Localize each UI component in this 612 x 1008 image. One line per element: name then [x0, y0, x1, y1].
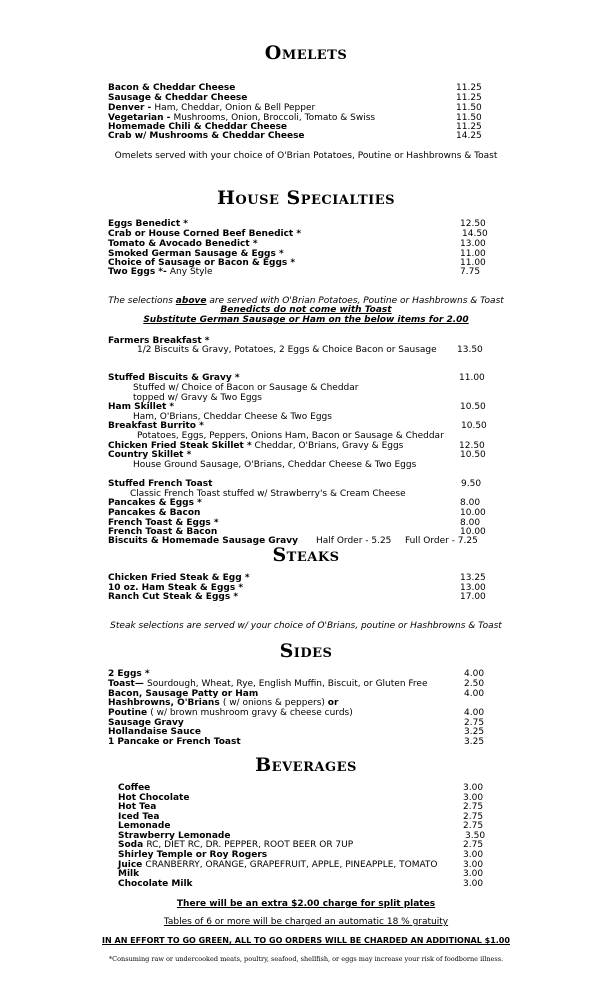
menu-item-price: 3.50 [465, 831, 486, 841]
full-order-price: Full Order - 7.25 [405, 536, 478, 546]
menu-item-price: 7.75 [460, 267, 481, 277]
menu-item-price: 2.75 [463, 802, 484, 812]
menu-item-price: 13.00 [460, 239, 486, 249]
menu-item: Hot Tea 2.75 [118, 802, 484, 812]
menu-item: Tomato & Avocado Benedict * 13.00 [108, 239, 486, 249]
section-title-omelets: Omelets [264, 42, 348, 64]
menu-item: Hollandaise Sauce 3.25 [108, 727, 485, 737]
menu-item: Sausage & Cheddar Cheese 11.25 [108, 93, 482, 103]
menu-item-price: 4.00 [464, 669, 485, 679]
split-plate-notice: There will be an extra $2.00 charge for split plates [176, 899, 436, 909]
menu-item: Poutine ( w/ brown mushroom gravy & cheese curds) 4.00 [108, 708, 485, 718]
menu-item-price: 3.25 [464, 727, 485, 737]
menu-item-description: topped w/ Gravy & Two Eggs [133, 393, 262, 403]
menu-item-price: 13.50 [457, 345, 483, 355]
menu-item: Strawberry Lemonade 3.50 [118, 831, 486, 841]
menu-item-price: 14.50 [462, 229, 488, 239]
menu-item: Bacon & Cheddar Cheese 11.25 [108, 83, 482, 93]
menu-item-description: Potatoes, Eggs, Peppers, Onions Ham, Bacon or Sausage & Cheddar [137, 431, 444, 441]
menu-item-price: 11.25 [456, 83, 482, 93]
menu-item-price: 3.00 [463, 783, 484, 793]
menu-item: Toast— Sourdough, Wheat, Rye, English Muffin, Biscuit, or Gluten Free 2.50 [108, 679, 485, 689]
menu-item-description: House Ground Sausage, O'Brians, Cheddar Cheese & Two Eggs [133, 460, 417, 470]
menu-item: 10 oz. Ham Steak & Eggs * 13.00 [108, 583, 486, 593]
menu-item: Choice of Sausage or Bacon & Eggs * 11.00 [108, 258, 486, 268]
menu-item: Country Skillet * 10.50 [108, 450, 486, 460]
menu-item-price: 12.50 [459, 441, 485, 451]
menu-item-price: 3.00 [463, 793, 484, 803]
menu-item-price: 3.00 [463, 860, 484, 870]
menu-item-price: 11.50 [456, 113, 482, 123]
menu-item-price: 3.00 [463, 850, 484, 860]
menu-item: Shirley Temple or Roy Rogers 3.00 [118, 850, 484, 860]
menu-item: Stuffed Biscuits & Gravy * 11.00 [108, 373, 485, 383]
menu-item-price: 11.50 [456, 103, 482, 113]
menu-item: Hashbrowns, O'Brians ( w/ onions & peppers) or [108, 698, 339, 708]
menu-item-price: 8.00 [460, 498, 481, 508]
menu-item: Two Eggs *- Any Style 7.75 [108, 267, 481, 277]
menu-item: Iced Tea 2.75 [118, 812, 484, 822]
menu-item: Denver - Ham, Cheddar, Onion & Bell Pepper 11.50 [108, 103, 482, 113]
menu-item-price: 2.75 [463, 821, 484, 831]
half-order-price: Half Order - 5.25 [316, 536, 392, 546]
menu-item: Coffee 3.00 [118, 783, 484, 793]
menu-item-price: 13.25 [460, 573, 486, 583]
menu-item-price: 11.00 [459, 373, 485, 383]
menu-item-description: Ham, O'Brians, Cheddar Cheese & Two Eggs [133, 412, 332, 422]
section-title-sides: Sides [279, 640, 333, 662]
menu-item: Farmers Breakfast * [108, 336, 210, 346]
section-title-beverages: Beverages [255, 754, 357, 776]
house-note-substitute: Substitute German Sausage or Ham on the below items for 2.00 [143, 315, 469, 325]
menu-item-price: 3.25 [464, 737, 485, 747]
menu-item: Chicken Fried Steak Skillet * Cheddar, O'Brians, Gravy & Eggs 12.50 [108, 441, 485, 451]
menu-item: Ranch Cut Steak & Eggs * 17.00 [108, 592, 486, 602]
menu-item: French Toast & Bacon 10.00 [108, 527, 486, 537]
gratuity-notice: Tables of 6 or more will be charged an automatic 18 % gratuity [163, 917, 449, 927]
menu-item-price: 13.00 [460, 583, 486, 593]
menu-item-price: 11.25 [456, 122, 482, 132]
house-note-selections: The selections above are served with O'Brian Potatoes, Poutine or Hashbrowns & Toast [108, 296, 504, 306]
menu-item: Soda RC, DIET RC, DR. PEPPER, ROOT BEER OR 7UP 2.75 [118, 840, 484, 850]
menu-item-price: 2.75 [463, 812, 484, 822]
menu-item-price: 4.00 [464, 689, 485, 699]
menu-item-price: 8.00 [460, 518, 481, 528]
menu-item-price: 11.25 [456, 93, 482, 103]
menu-item-price: 10.00 [460, 527, 486, 537]
menu-item-price: 3.00 [463, 869, 484, 879]
menu-item-price: 11.00 [460, 258, 486, 268]
menu-item-price: 10.00 [460, 508, 486, 518]
menu-item: Eggs Benedict * 12.50 [108, 219, 486, 229]
menu-item-price: 14.25 [456, 131, 482, 141]
menu-item: Crab or House Corned Beef Benedict * 14.50 [108, 229, 488, 239]
steaks-note: Steak selections are served w/ your choice of O'Brians, poutine or Hashbrowns & Toast [110, 621, 502, 631]
menu-item-price: 12.50 [460, 219, 486, 229]
menu-item: Ham Skillet * 10.50 [108, 402, 486, 412]
menu-item-price: 17.00 [460, 592, 486, 602]
menu-item: Bacon, Sausage Patty or Ham 4.00 [108, 689, 485, 699]
menu-item: Lemonade 2.75 [118, 821, 484, 831]
menu-item: Milk 3.00 [118, 869, 484, 879]
menu-item: Breakfast Burrito * 10.50 [108, 421, 487, 431]
menu-item-price: 10.50 [461, 421, 487, 431]
menu-item-price: 9.50 [461, 479, 482, 489]
menu-item: Chicken Fried Steak & Egg * 13.25 [108, 573, 486, 583]
menu-item-price: 10.50 [460, 402, 486, 412]
menu-item-price: 4.00 [464, 708, 485, 718]
menu-item-price: 2.75 [464, 718, 485, 728]
menu-item: 1 Pancake or French Toast 3.25 [108, 737, 485, 747]
menu-item: Biscuits & Homemade Sausage Gravy Half Order - 5.25 Full Order - 7.25 [108, 536, 478, 546]
menu-item: 2 Eggs * 4.00 [108, 669, 485, 679]
menu-item-price: 2.75 [463, 840, 484, 850]
menu-item-description: Classic French Toast stuffed w/ Strawberry's & Cream Cheese [130, 489, 406, 499]
menu-item-description: 1/2 Biscuits & Gravy, Potatoes, 2 Eggs & Choice Bacon or Sausage [137, 345, 437, 355]
menu-item-price: 10.50 [460, 450, 486, 460]
menu-item-description: Stuffed w/ Choice of Bacon or Sausage & Cheddar [133, 383, 359, 393]
consumer-advisory: *Consuming raw or undercooked meats, poultry, seafood, shellfish, or eggs may increase your risk of foodborne illness. [108, 955, 504, 963]
omelets-note: Omelets served with your choice of O'Brian Potatoes, Poutine or Hashbrowns & Toast [114, 151, 498, 161]
menu-item-price: 11.00 [460, 249, 486, 259]
menu-item: Chocolate Milk 3.00 [118, 879, 484, 889]
menu-item: Homemade Chili & Cheddar Cheese 11.25 [108, 122, 482, 132]
menu-item-price: 2.50 [464, 679, 485, 689]
menu-item: Crab w/ Mushrooms & Cheddar Cheese 14.25 [108, 131, 482, 141]
menu-item: Pancakes & Bacon 10.00 [108, 508, 486, 518]
section-title-house-specialties: House Specialties [216, 187, 396, 209]
menu-item: Juice CRANBERRY, ORANGE, GRAPEFRUIT, APPLE, PINEAPPLE, TOMATO 3.00 [118, 860, 484, 870]
section-title-steaks: Steaks [272, 544, 340, 566]
menu-item: Sausage Gravy 2.75 [108, 718, 485, 728]
menu-item: Pancakes & Eggs * 8.00 [108, 498, 481, 508]
menu-item: Smoked German Sausage & Eggs * 11.00 [108, 249, 486, 259]
menu-item: Vegetarian - Mushrooms, Onion, Broccoli, Tomato & Swiss 11.50 [108, 113, 482, 123]
menu-item: Hot Chocolate 3.00 [118, 793, 484, 803]
menu-item: French Toast & Eggs * 8.00 [108, 518, 481, 528]
menu-item: Stuffed French Toast 9.50 [108, 479, 482, 489]
house-note-benedicts: Benedicts do not come with Toast [220, 305, 392, 315]
to-go-notice: IN AN EFFORT TO GO GREEN, ALL TO GO ORDERS WILL BE CHARDED AN ADDITIONAL $1.00 [102, 936, 510, 945]
menu-item-price: 3.00 [463, 879, 484, 889]
